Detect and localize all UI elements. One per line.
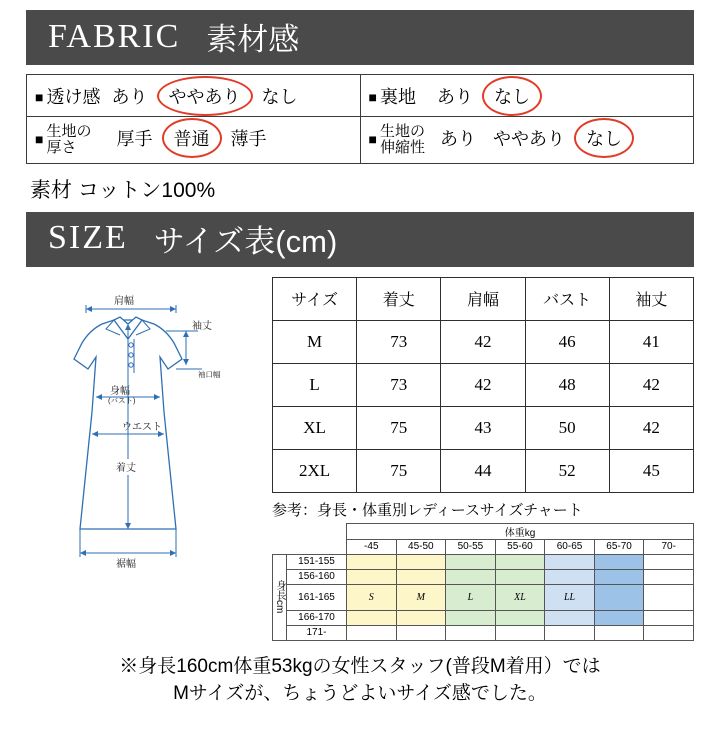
size-cell: 44 (441, 449, 525, 492)
option-lining-1-selected[interactable]: なし (490, 83, 534, 109)
fabric-label-lining: 裏地 (379, 86, 416, 107)
size-col-header-bust: バスト (525, 277, 609, 320)
size-cell: 2XL (273, 449, 357, 492)
chart-weight-col: 60-65 (545, 539, 595, 554)
size-cell: 42 (609, 406, 693, 449)
chart-letter-m: M (396, 584, 446, 610)
label-bust-sub: (バスト) (108, 395, 136, 405)
chart-letter-ll: LL (545, 584, 595, 610)
size-cell: 42 (441, 363, 525, 406)
fabric-banner-jp: 素材感 (206, 22, 300, 57)
size-cell: L (273, 363, 357, 406)
size-cell: 46 (525, 320, 609, 363)
size-cell: 50 (525, 406, 609, 449)
size-banner-en: SIZE (48, 219, 128, 256)
chart-letter-xl: XL (495, 584, 545, 610)
label-bust: 身幅 (110, 385, 130, 397)
size-cell: 73 (357, 320, 441, 363)
size-cell: 45 (609, 449, 693, 492)
option-thickness-0[interactable]: 厚手 (116, 128, 153, 149)
table-row (273, 449, 694, 492)
size-col-header-length: 着丈 (357, 277, 441, 320)
label-hem-width: 裾幅 (116, 558, 136, 570)
option-thickness-2[interactable]: 薄手 (230, 128, 267, 149)
chart-weight-col: -45 (347, 539, 397, 554)
label-waist: ウエスト (122, 421, 162, 433)
option-sheerness-1-selected[interactable]: ややあり (165, 83, 245, 109)
table-row (273, 406, 694, 449)
size-cell: 43 (441, 406, 525, 449)
chart-letter-l: L (446, 584, 496, 610)
chart-height-title: 身長cm (273, 554, 287, 640)
bullet-square-icon: ■ (368, 88, 377, 105)
material-composition: 素材 コットン100% (30, 178, 216, 202)
bullet-square-icon: ■ (35, 88, 44, 105)
fabric-banner-en: FABRIC (48, 17, 181, 55)
fabric-section-banner (26, 10, 694, 65)
label-sleeve-length: 袖丈 (192, 320, 212, 332)
dress-measurement-illustration (26, 277, 262, 577)
fit-note (26, 653, 694, 708)
fit-note-line1: ※身長160cm体重53kgの女性スタッフ(普段M着用）では (119, 655, 601, 677)
table-row (273, 320, 694, 363)
option-stretch-1[interactable]: ややあり (493, 128, 566, 149)
chart-weight-col: 65-70 (594, 539, 644, 554)
chart-weight-col: 70- (644, 539, 694, 554)
size-content-area (26, 277, 694, 641)
label-shoulder: 肩幅 (114, 295, 134, 307)
chart-height-row: 151-155 (287, 554, 347, 569)
dress-diagram (26, 277, 262, 582)
size-col-header-sleeve: 袖丈 (609, 277, 693, 320)
height-weight-chart (272, 523, 694, 641)
size-cell: 52 (525, 449, 609, 492)
size-table-column (272, 277, 694, 641)
table-row (273, 554, 694, 569)
option-stretch-0[interactable]: あり (440, 128, 476, 149)
option-lining-0[interactable]: あり (436, 86, 473, 107)
size-cell: XL (273, 406, 357, 449)
label-dress-length: 着丈 (116, 462, 136, 474)
size-cell: 75 (357, 406, 441, 449)
chart-height-row: 166-170 (287, 610, 347, 625)
chart-weight-title: 体重kg (347, 523, 694, 539)
size-cell: 75 (357, 449, 441, 492)
size-cell: M (273, 320, 357, 363)
size-banner-jp: サイズ表(cm) (153, 223, 338, 259)
option-thickness-1-selected[interactable]: 普通 (170, 125, 214, 151)
table-row (273, 363, 694, 406)
table-row (273, 625, 694, 640)
table-row (273, 584, 694, 610)
fabric-label-sheerness: 透け感 (46, 86, 101, 107)
size-col-header-shoulder: 肩幅 (441, 277, 525, 320)
fabric-cell-sheerness (27, 75, 361, 117)
size-cell: 42 (609, 363, 693, 406)
fabric-cell-lining (360, 75, 694, 117)
fabric-label-thickness: 生地の 厚さ (46, 123, 92, 156)
bullet-square-icon: ■ (35, 130, 44, 147)
option-sheerness-0[interactable]: あり (111, 86, 148, 107)
fabric-cell-stretch (360, 117, 694, 164)
chart-weight-col: 50-55 (446, 539, 496, 554)
size-section-banner (26, 212, 694, 267)
table-header-row (273, 277, 694, 320)
fit-note-line2: Mサイズが、ちょうどよいサイズ感でした。 (173, 683, 547, 705)
size-cell: 48 (525, 363, 609, 406)
chart-weight-col: 45-50 (396, 539, 446, 554)
size-table (272, 277, 694, 493)
chart-letter-s: S (347, 584, 397, 610)
table-row (27, 75, 694, 117)
size-col-header-size: サイズ (273, 277, 357, 320)
fabric-cell-thickness (27, 117, 361, 164)
bullet-square-icon: ■ (368, 130, 377, 147)
size-cell: 41 (609, 320, 693, 363)
option-stretch-2-selected[interactable]: なし (582, 125, 626, 151)
label-cuff-width: 袖口幅 (198, 369, 221, 379)
product-size-sheet (0, 10, 720, 730)
reference-chart-label: 参考：身長・体重別レディースサイズチャート (272, 501, 583, 519)
fabric-table-wrapper (26, 74, 694, 164)
chart-weight-col: 55-60 (495, 539, 545, 554)
fabric-label-stretch: 生地の 伸縮性 (379, 123, 425, 156)
option-sheerness-2[interactable]: なし (261, 86, 298, 107)
size-cell: 73 (357, 363, 441, 406)
chart-height-row: 161-165 (287, 584, 347, 610)
table-row (27, 117, 694, 164)
chart-height-row: 171- (287, 625, 347, 640)
chart-height-row: 156-160 (287, 569, 347, 584)
table-row (273, 569, 694, 584)
table-row (273, 523, 694, 539)
size-cell: 42 (441, 320, 525, 363)
fabric-table (26, 74, 694, 164)
table-row (273, 610, 694, 625)
